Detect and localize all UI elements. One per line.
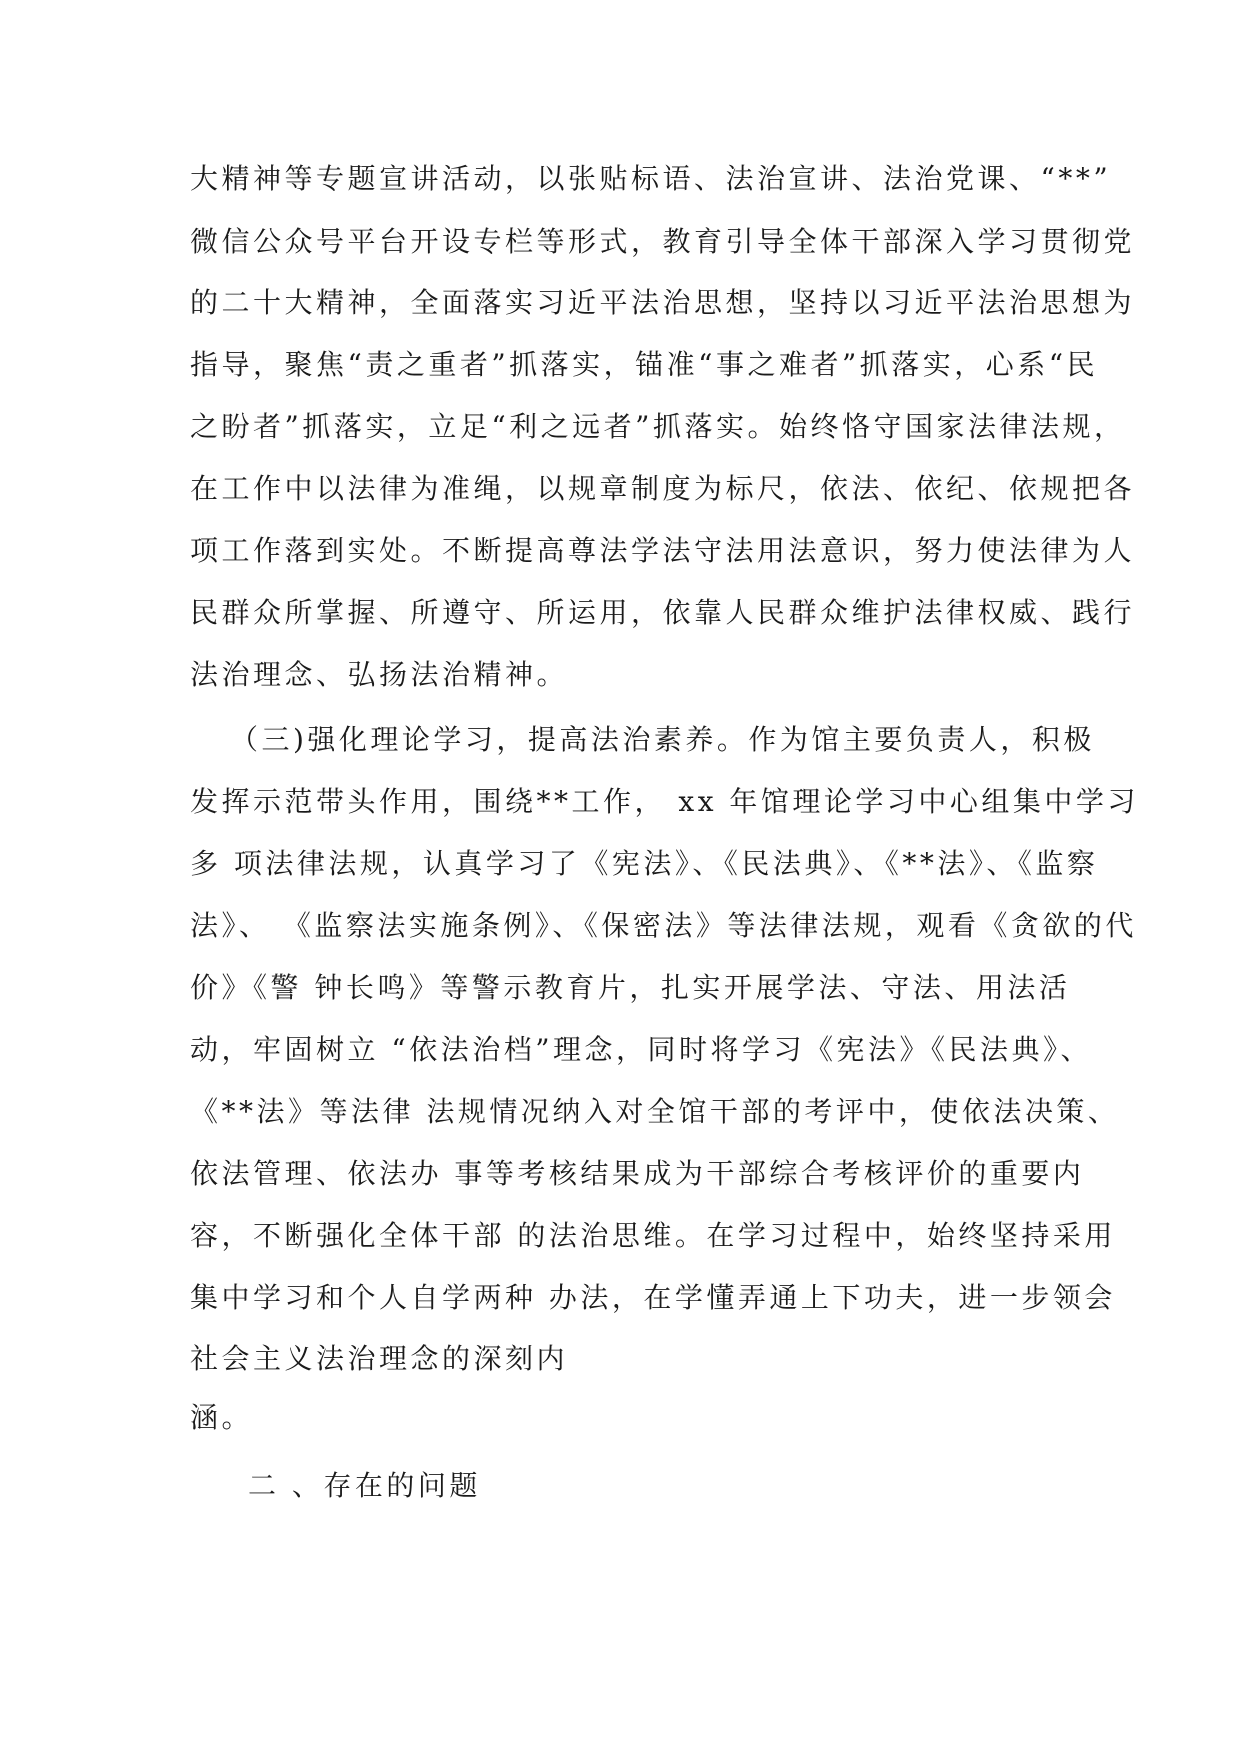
paragraph-2-line-7: 《**法》等法律 法规情况纳入对全馆干部的考评中，使依法决策、 xyxy=(190,1095,1120,1128)
paragraph-2-line-8: 依法管理、依法办 事等考核结果成为干部综合考核评价的重要内 xyxy=(190,1157,1085,1190)
paragraph-1-line-7: 项工作落到实处。不断提高尊法学法守法用法意识，努力使法律为人 xyxy=(190,534,1136,567)
paragraph-2-line-11: 社会主义法治理念的深刻内 xyxy=(190,1342,569,1375)
paragraph-1-line-2: 微信公众号平台开设专栏等形式，教育引导全体干部深入学习贯彻党 xyxy=(190,225,1136,258)
paragraph-2-line-3: 多 项法律法规，认真学习了《宪法》、《民法典》、《**法》、《监察 xyxy=(190,847,1099,880)
paragraph-1-line-9: 法治理念、弘扬法治精神。 xyxy=(190,658,569,691)
paragraph-2-line-2: 发挥示范带头作用，围绕**工作， xx 年馆理论学习中心组集中学习 xyxy=(190,785,1139,818)
paragraph-2-line-9: 容，不断强化全体干部 的法治思维。在学习过程中，始终坚持采用 xyxy=(190,1219,1116,1252)
paragraph-1-line-8: 民群众所掌握、所遵守、所运用，依靠人民群众维护法律权威、践行 xyxy=(190,596,1136,629)
paragraph-2-line-5: 价》《警 钟长鸣》等警示教育片，扎实开展学法、守法、用法活 xyxy=(190,971,1071,1004)
paragraph-1-line-4: 指导，聚焦“责之重者”抓落实，锚准“事之难者”抓落实，心系“民 xyxy=(190,348,1099,381)
paragraph-1-line-1: 大精神等专题宣讲活动，以张贴标语、法治宣讲、法治党课、“**” xyxy=(190,162,1112,195)
section-heading: 二 、存在的问题 xyxy=(248,1469,481,1502)
paragraph-2-line-10: 集中学习和个人自学两种 办法，在学懂弄通上下功夫，进一步领会 xyxy=(190,1281,1116,1314)
paragraph-1-line-3: 的二十大精神，全面落实习近平法治思想，坚持以习近平法治思想为 xyxy=(190,286,1136,319)
paragraph-2-line-12: 涵。 xyxy=(190,1401,254,1434)
paragraph-2-line-6: 动，牢固树立 “依法治档”理念，同时将学习《宪法》《民法典》、 xyxy=(190,1033,1093,1066)
paragraph-1-line-5: 之盼者”抓落实，立足“利之远者”抓落实。始终恪守国家法律法规， xyxy=(190,410,1126,443)
paragraph-2-line-1: （三)强化理论学习，提高法治素养。作为馆主要负责人，积极 xyxy=(230,723,1095,756)
paragraph-1-line-6: 在工作中以法律为准绳，以规章制度为标尺，依法、依纪、依规把各 xyxy=(190,472,1136,505)
paragraph-2-line-4: 法》、 《监察法实施条例》、《保密法》等法律法规，观看《贪欲的代 xyxy=(190,909,1137,942)
